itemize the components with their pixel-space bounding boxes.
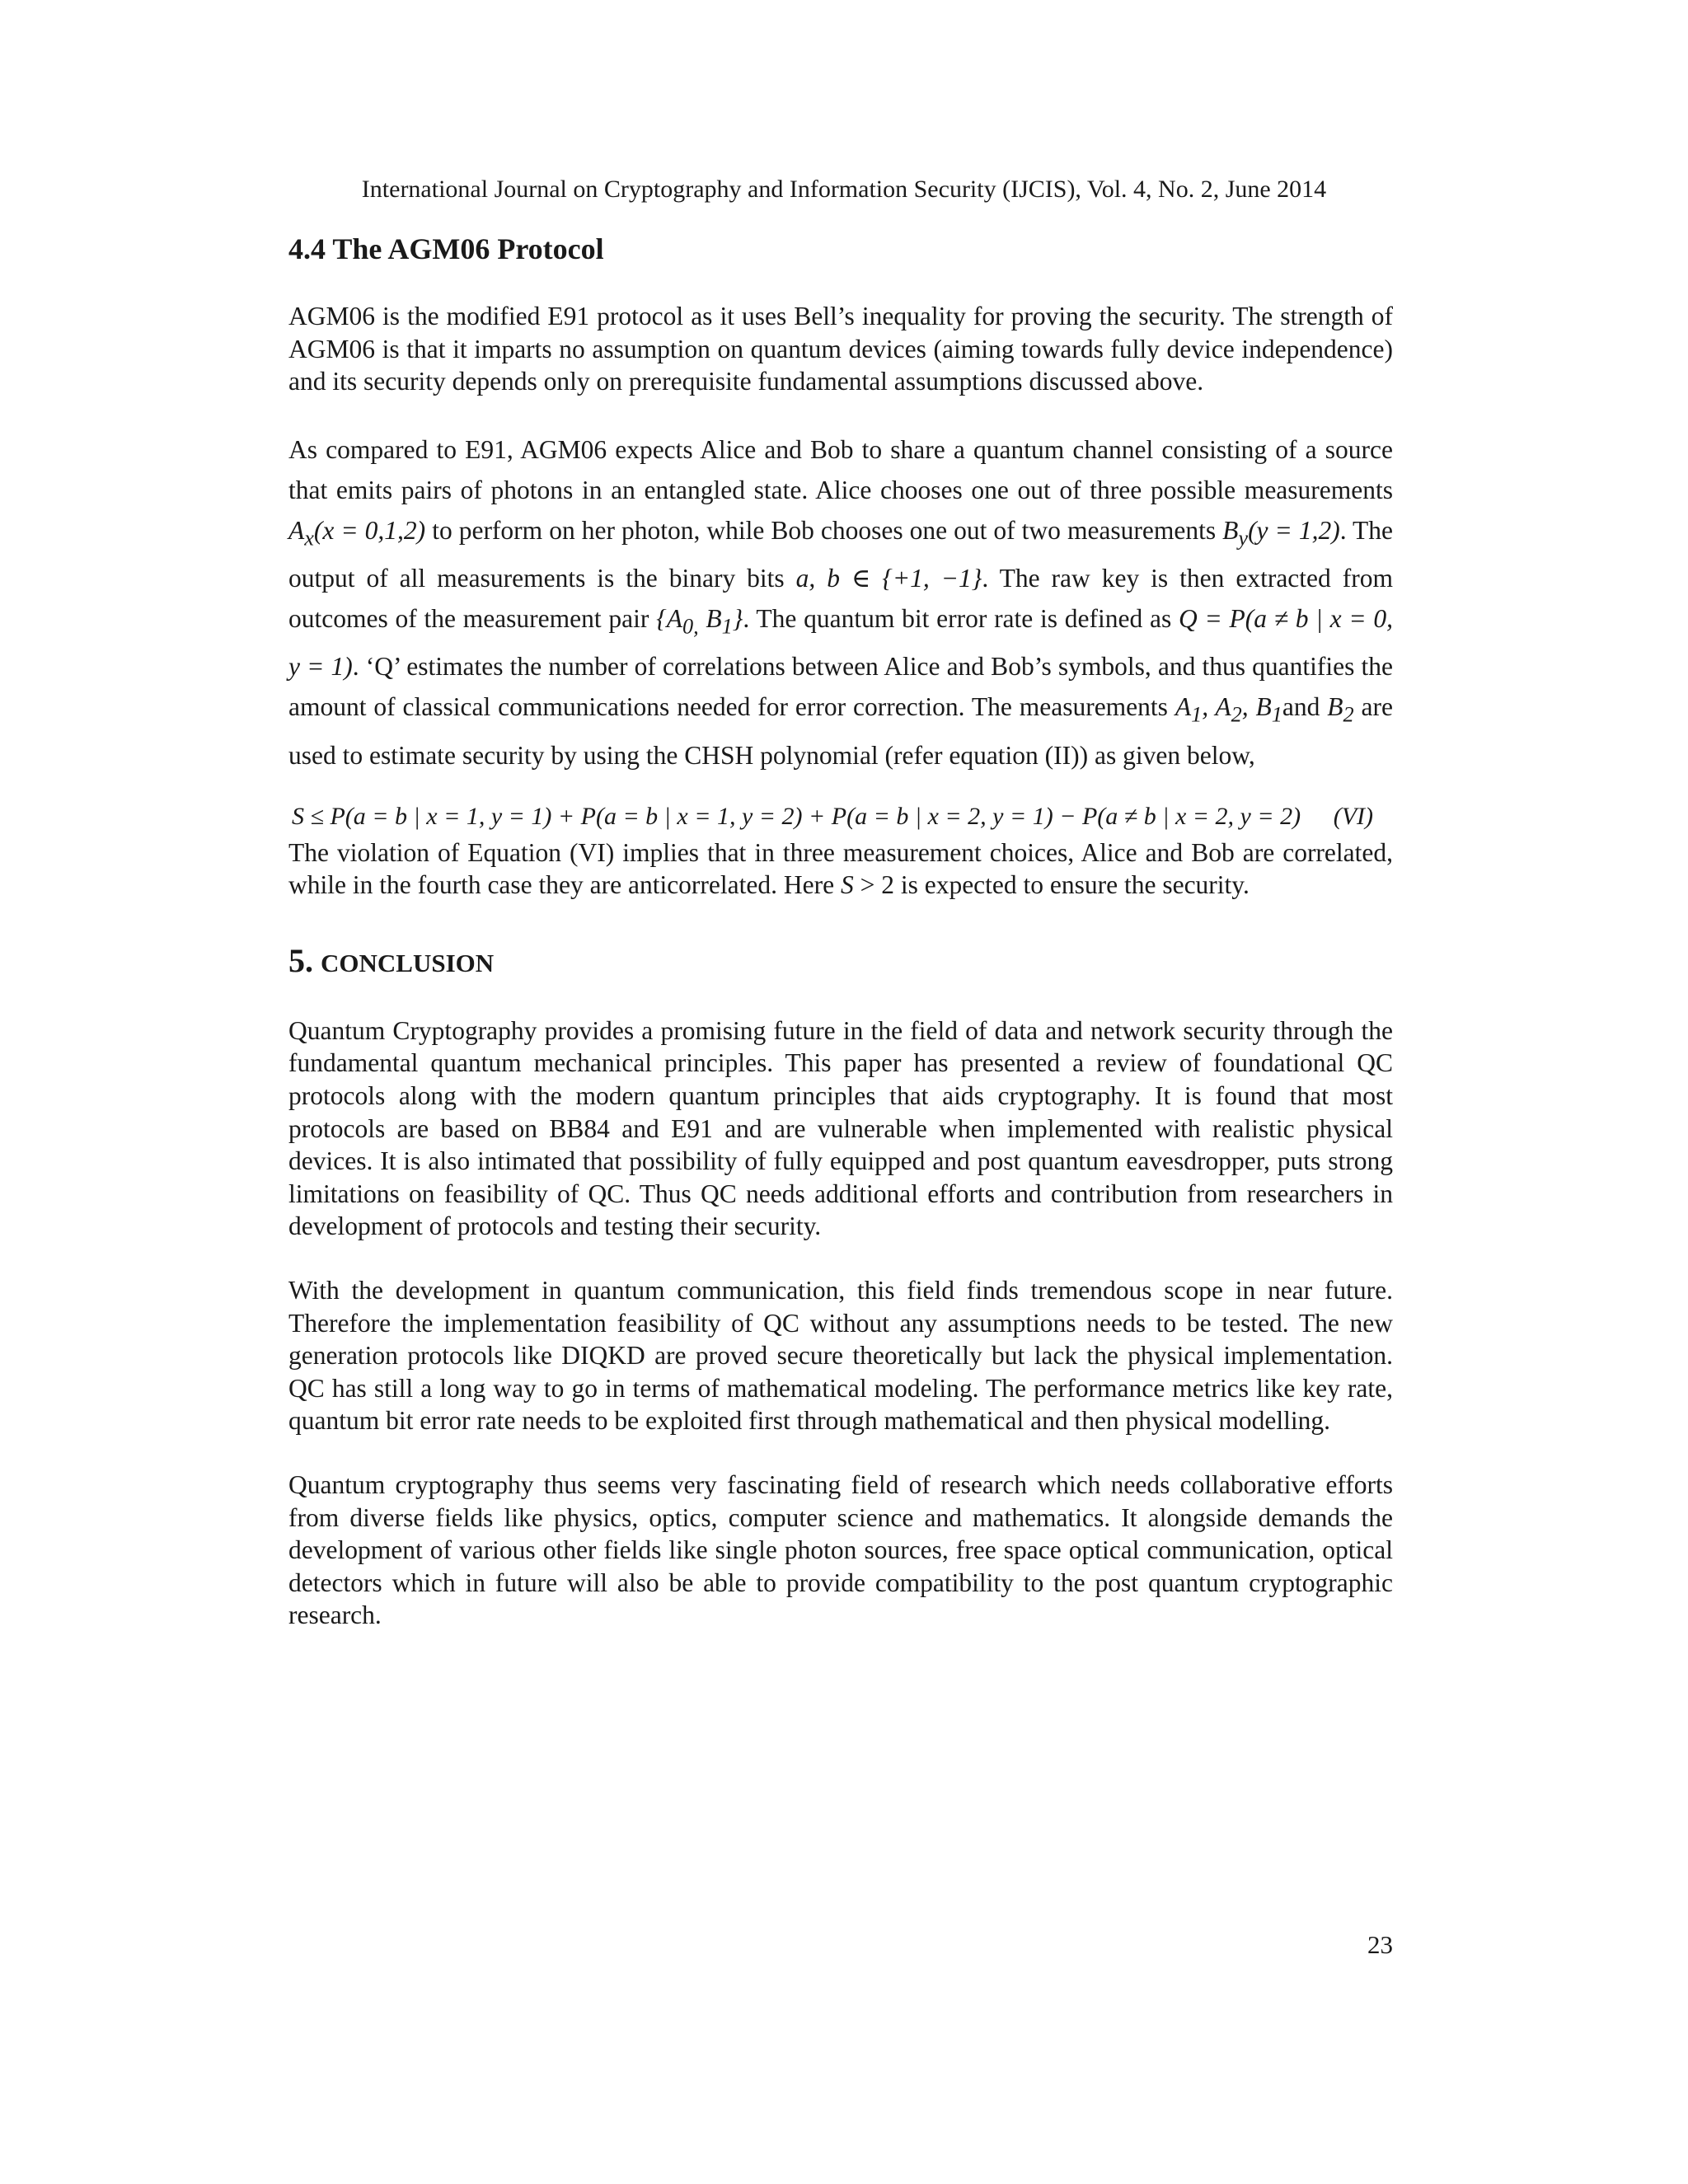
math-binary-bits: a, b ∈ {+1, −1}	[795, 564, 982, 593]
page-number: 23	[1367, 1930, 1393, 1959]
violation-paragraph: The violation of Equation (VI) implies that in three measurement choices, Alice and Bob are correlated, while in the fourth case they are anticorrelated. Here S > 2 is expected to ensure the security.	[288, 837, 1393, 900]
math-measurement-pair: {$A_{0,}$ $B_1$}	[656, 604, 743, 639]
text-run: to perform on her photon, while Bob chooses one out of two measurements	[425, 515, 1223, 545]
section-number: 5.	[288, 941, 313, 979]
math-ax: $A_x(x = 0,1,2)$	[288, 515, 426, 551]
equation-number: (VI)	[1333, 802, 1373, 830]
agm06-intro-paragraph: AGM06 is the modified E91 protocol as it uses Bell’s inequality for proving the security. The strength of AGM06 is that it imparts no assumption on quantum devices (aiming towards fully device independence) and its security depends only on prerequisite fundamental assumptions discussed above.	[288, 302, 1393, 396]
conclusion-paragraph-2: With the development in quantum communication, this field finds tremendous scope in near future. Therefore the implementation feasibility of QC without any assumptions needs to be tested. The new generation protocols like DIQKD are proved secure theoretically but lack the physical implementation. QC has still a long way to go in terms of mathematical modeling. The performance metrics like key rate, quantum bit error rate needs to be exploited first through mathematical and then physical modelling.	[288, 1276, 1393, 1436]
section-5-heading	[288, 943, 1393, 982]
page-content	[288, 231, 1393, 1663]
section-4-4-heading: 4.4 The AGM06 Protocol	[288, 232, 604, 265]
conclusion-paragraph-1: Quantum Cryptography provides a promising future in the field of data and network security through the fundamental quantum mechanical principles. This paper has presented a review of foundational QC protocols along with the modern quantum principles that aids cryptography. It is found that most protocols are based on BB84 and E91 and are vulnerable when implemented with realistic physical devices. It is also intimated that possibility of fully equipped and post quantum eavesdropper, puts strong limitations on feasibility of QC. Thus QC needs additional efforts and contribution from researchers in development of protocols and testing their security.	[288, 1015, 1393, 1241]
text-run: . The raw key is then extracted from outcomes of the measurement pair	[288, 564, 1393, 634]
running-header: International Journal on Cryptography and Information Security (IJCIS), Vol. 4, No. 2, June 2014	[361, 176, 1327, 203]
equation-body: S ≤ P(a = b | x = 1, y = 1) + P(a = b | x = 1, y = 2) + P(a = b | x = 2, y = 1) − P(a ≠ b | x = 2, y = 2)	[292, 802, 1301, 830]
section-title: CONCLUSION	[321, 948, 495, 977]
math-s: S	[840, 870, 854, 900]
text-run: . The output of all measurements is the binary bits	[288, 515, 1394, 593]
text-run: As compared to E91, AGM06 expects Alice and Bob to share a quantum channel consisting of a source that emits pairs of photons in an entangled state. Alice chooses one out of three possible measurements	[288, 434, 1393, 504]
agm06-measurement-paragraph	[288, 429, 1393, 776]
math-b2: $B_2$	[1327, 692, 1354, 727]
text-run: and	[1282, 692, 1328, 722]
math-qber: Q = P(a ≠ b | x = 0, y = 1)	[288, 604, 1393, 682]
chsh-equation	[292, 800, 1393, 833]
math-measurements: $A_1$, $A_2$, $B_1$	[1175, 692, 1282, 727]
text-run: . ‘Q’ estimates the number of correlations between Alice and Bob’s symbols, and thus quantifies the amount of classical communications needed for error correction. The measurements	[288, 652, 1393, 722]
text-run: . The quantum bit error rate is defined as	[743, 604, 1179, 634]
math-by: $B_y(y = 1,2)$	[1222, 515, 1340, 551]
text-run: are used to estimate security by using the CHSH polynomial (refer equation (II)) as given below,	[288, 692, 1393, 770]
conclusion-paragraph-3: Quantum cryptography thus seems very fascinating field of research which needs collaborative efforts from diverse fields like physics, optics, computer science and mathematics. It alongside demands the development of various other fields like single photon sources, free space optical communication, optical detectors which in future will also be able to provide compatibility to the post quantum cryptographic research.	[288, 1469, 1393, 1630]
